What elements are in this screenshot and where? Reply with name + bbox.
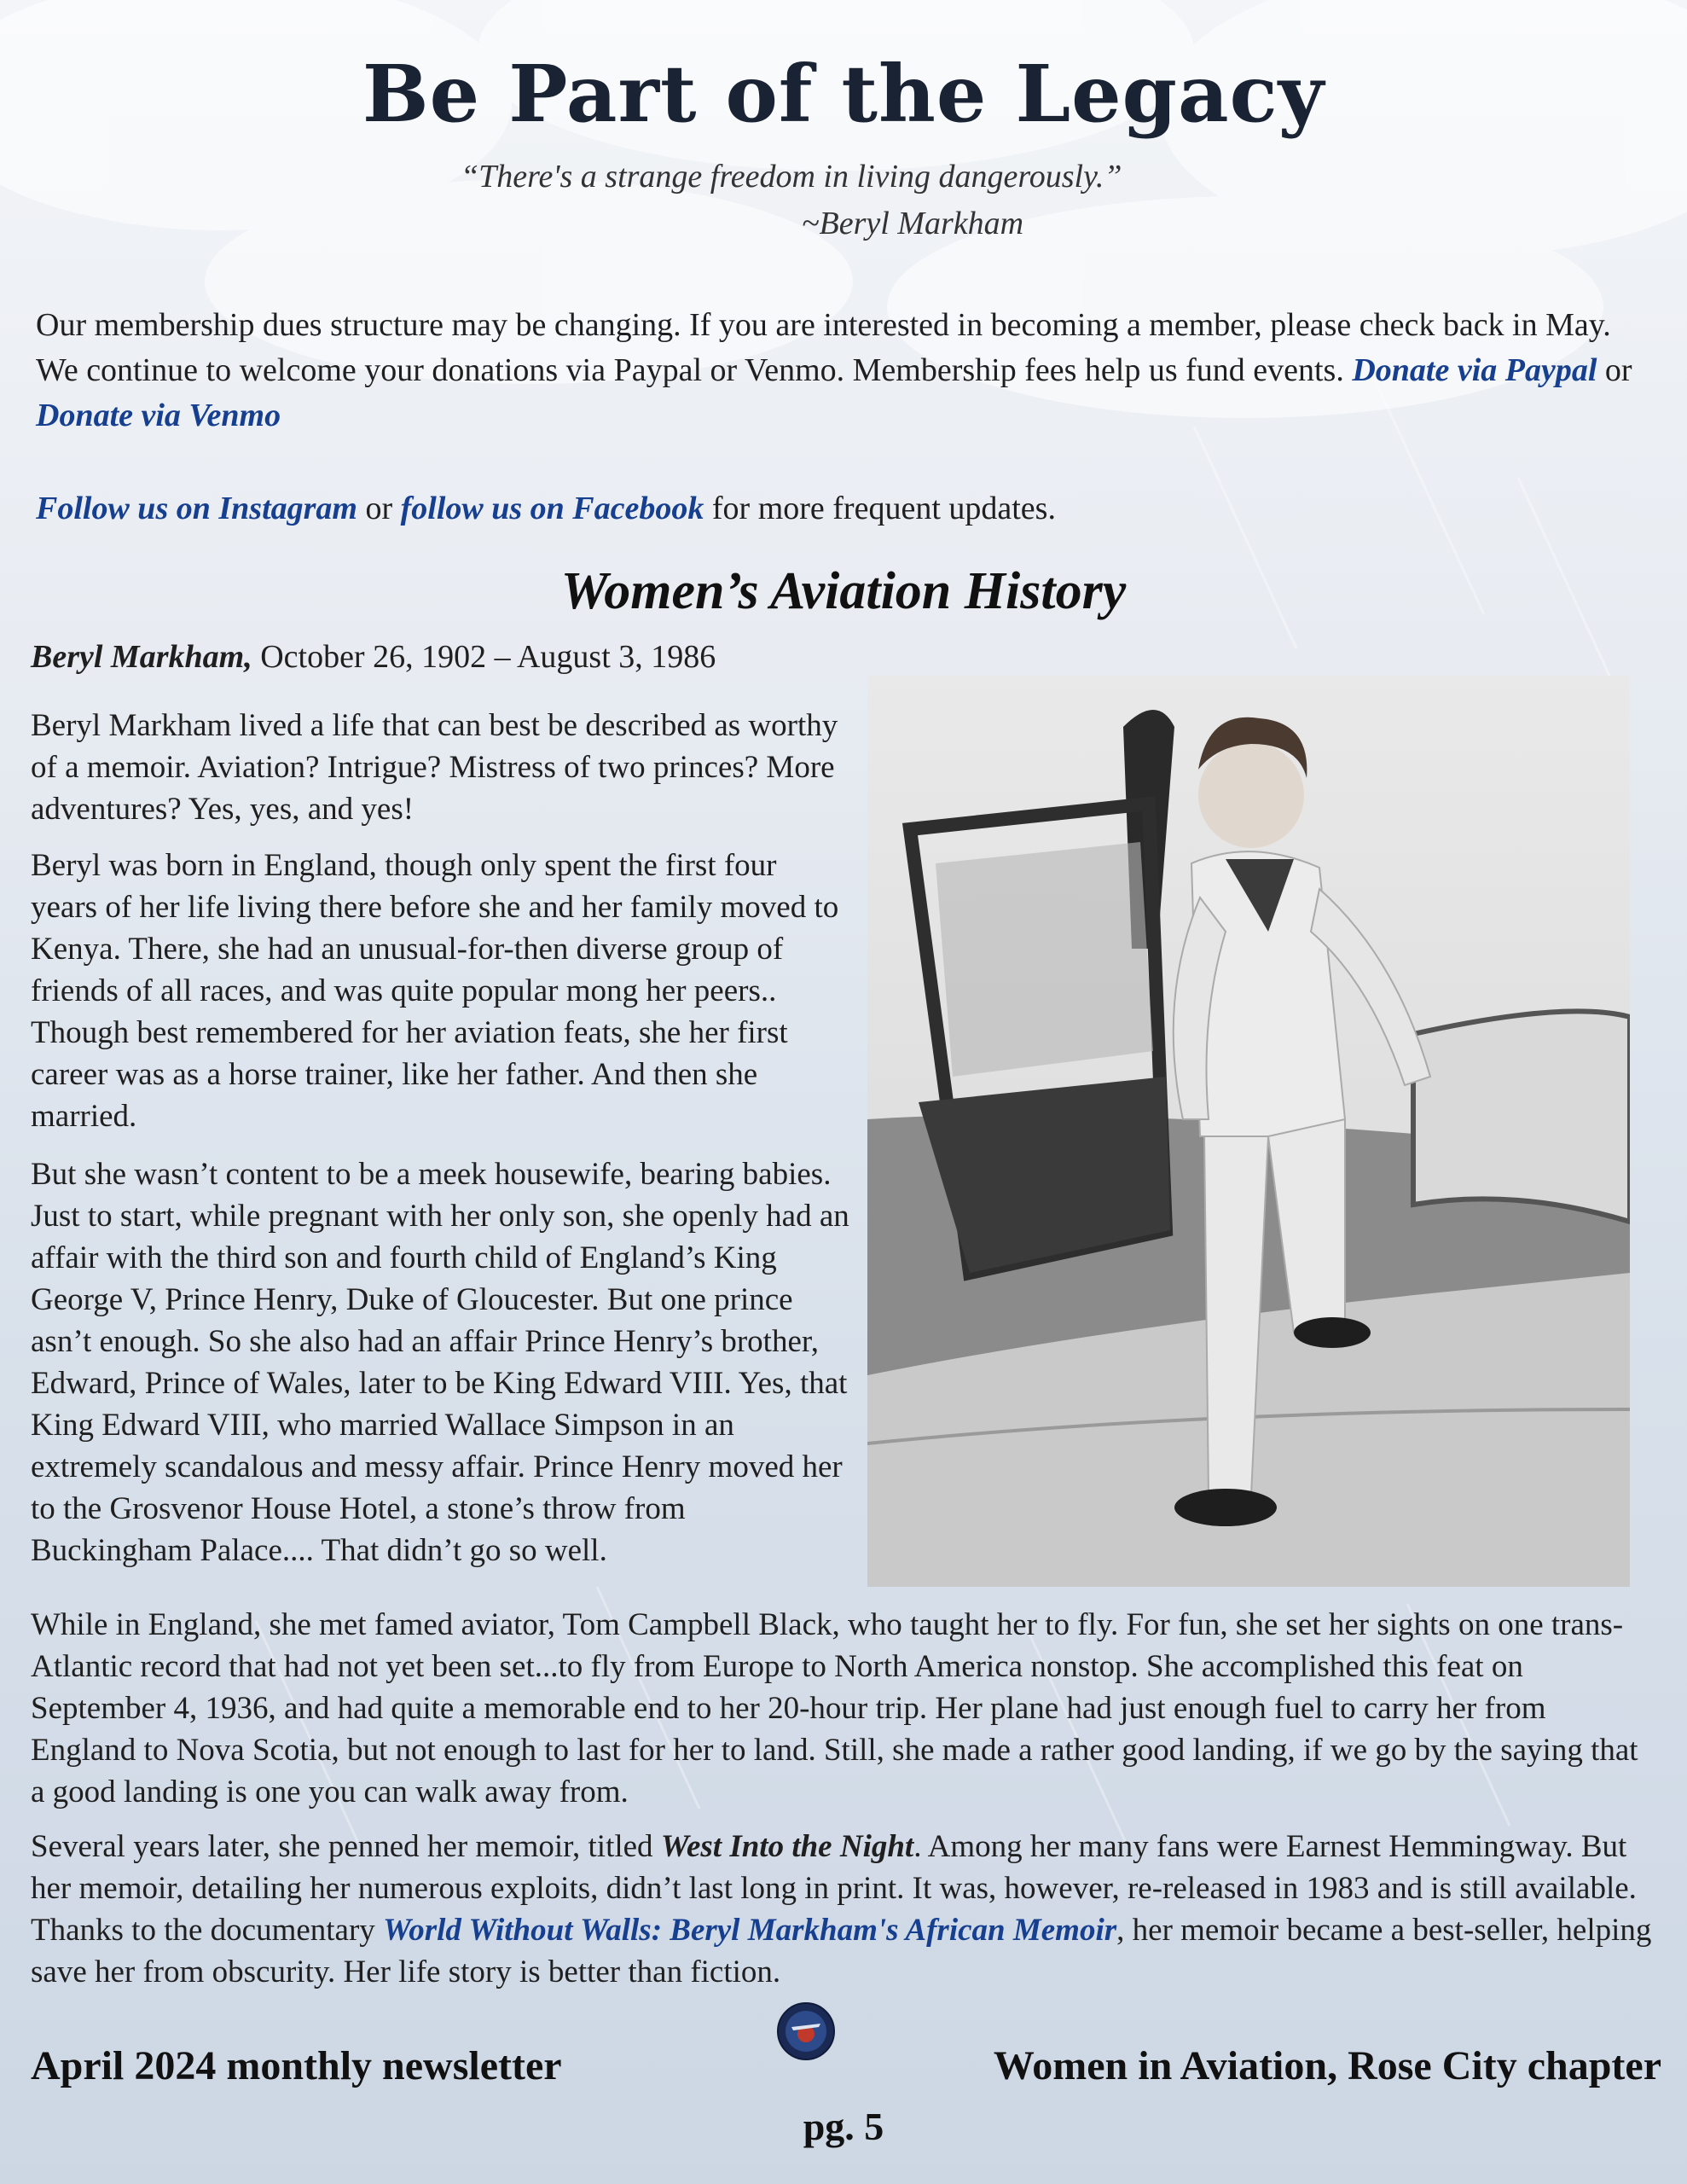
p5-text-c: , her memoir became a best-seller, helping save her from obscurity. Her life story is better than fiction. <box>31 1913 1652 1989</box>
or-text: or <box>357 491 401 526</box>
history-paragraph-2: Beryl was born in England, though only spent the first four years of her life living there before she and her family moved to Kenya. There, she had an unusual-for-then diverse group of friends of all races, and was quite popular mong her peers.. Though best remembered for her aviation feats, she her first career was as a horse trainer, like her father. And then she married. <box>31 848 839 1134</box>
bio-name: Beryl Markham, <box>31 639 252 675</box>
page-number: pg. 5 <box>803 2105 884 2148</box>
history-paragraph-3: But she wasn’t content to be a meek housewife, bearing babies. Just to start, while pregnant with her only son, she openly had an affair with the third son and fourth child of England’s King George V, Prince Henry, Duke of Gloucester. But one prince asn’t enough. So she also had an affair Prince Henry’s brother, Edward, Prince of Wales, later to be King Edward VIII. Yes, that King Edward VIII, who married Wallace Simpson in an extremely scandalous and messy affair. Prince Henry moved her to the Grosvenor House Hotel, a stone’s throw from Buckingham Palace.... That didn’t go so well. <box>31 1157 849 1568</box>
instagram-link[interactable]: Follow us on Instagram <box>36 491 357 526</box>
p5-text-b: . Among her many fans were Earnest Hemmingway. But her memoir, detailing her numerous exploits, didn’t last long in print. It was, however, re-released in 1983 and is still available. Thanks to the documentary <box>31 1829 1637 1948</box>
quote-text: “There's a strange freedom in living dangerously.” <box>461 159 1122 195</box>
documentary-link[interactable]: World Without Walls: Beryl Markham's African Memoir <box>383 1913 1117 1948</box>
history-paragraph-1: Beryl Markham lived a life that can best be described as worthy of a memoir. Aviation? Intrigue? Mistress of two princes? More adventures? Yes, yes, and yes! <box>31 708 838 827</box>
chapter-logo-icon <box>776 2001 836 2061</box>
history-paragraph-5 <box>31 1826 1655 1993</box>
membership-paragraph <box>36 303 1656 439</box>
beryl-markham-photo <box>867 676 1630 1587</box>
facebook-link[interactable]: follow us on Facebook <box>400 491 704 526</box>
footer-chapter-label: Women in Aviation, Rose City chapter <box>993 2043 1661 2088</box>
or-text: or <box>1597 352 1632 388</box>
p5-text-a: Several years later, she penned her memoir, titled <box>31 1829 661 1864</box>
donate-paypal-link[interactable]: Donate via Paypal <box>1352 352 1597 388</box>
history-paragraph-4: While in England, she met famed aviator, Tom Campbell Black, who taught her to fly. For fun, she set her sights on one trans-Atlantic record that had not yet been set...to fly from Europe to North America nonstop. She accomplished this feat on September 4, 1936, and had quite a memorable end to her 20-hour trip. Her plane had just enough fuel to carry her from England to Nova Scotia, but not enough to last for her to land. Still, she made a rather good landing, if we go by the saying that a good landing is one you can walk away from. <box>31 1607 1638 1809</box>
donate-venmo-link[interactable]: Donate via Venmo <box>36 398 281 433</box>
book-title: West Into the Night <box>660 1829 914 1864</box>
membership-text: Our membership dues structure may be changing. If you are interested in becoming a member, please check back in May. We continue to welcome your donations via Paypal or Venmo. Membership fees help us fund events. <box>36 307 1611 388</box>
bio-line <box>31 638 716 676</box>
social-paragraph <box>36 486 1656 531</box>
page-title: Be Part of the Legacy <box>362 48 1325 140</box>
section-title: Women’s Aviation History <box>560 562 1127 620</box>
bio-dates: October 26, 1902 – August 3, 1986 <box>252 639 716 675</box>
footer-newsletter-label: April 2024 monthly newsletter <box>31 2043 562 2088</box>
social-trailing-text: for more frequent updates. <box>704 491 1056 526</box>
quote-attribution: ~Beryl Markham <box>802 206 1024 241</box>
